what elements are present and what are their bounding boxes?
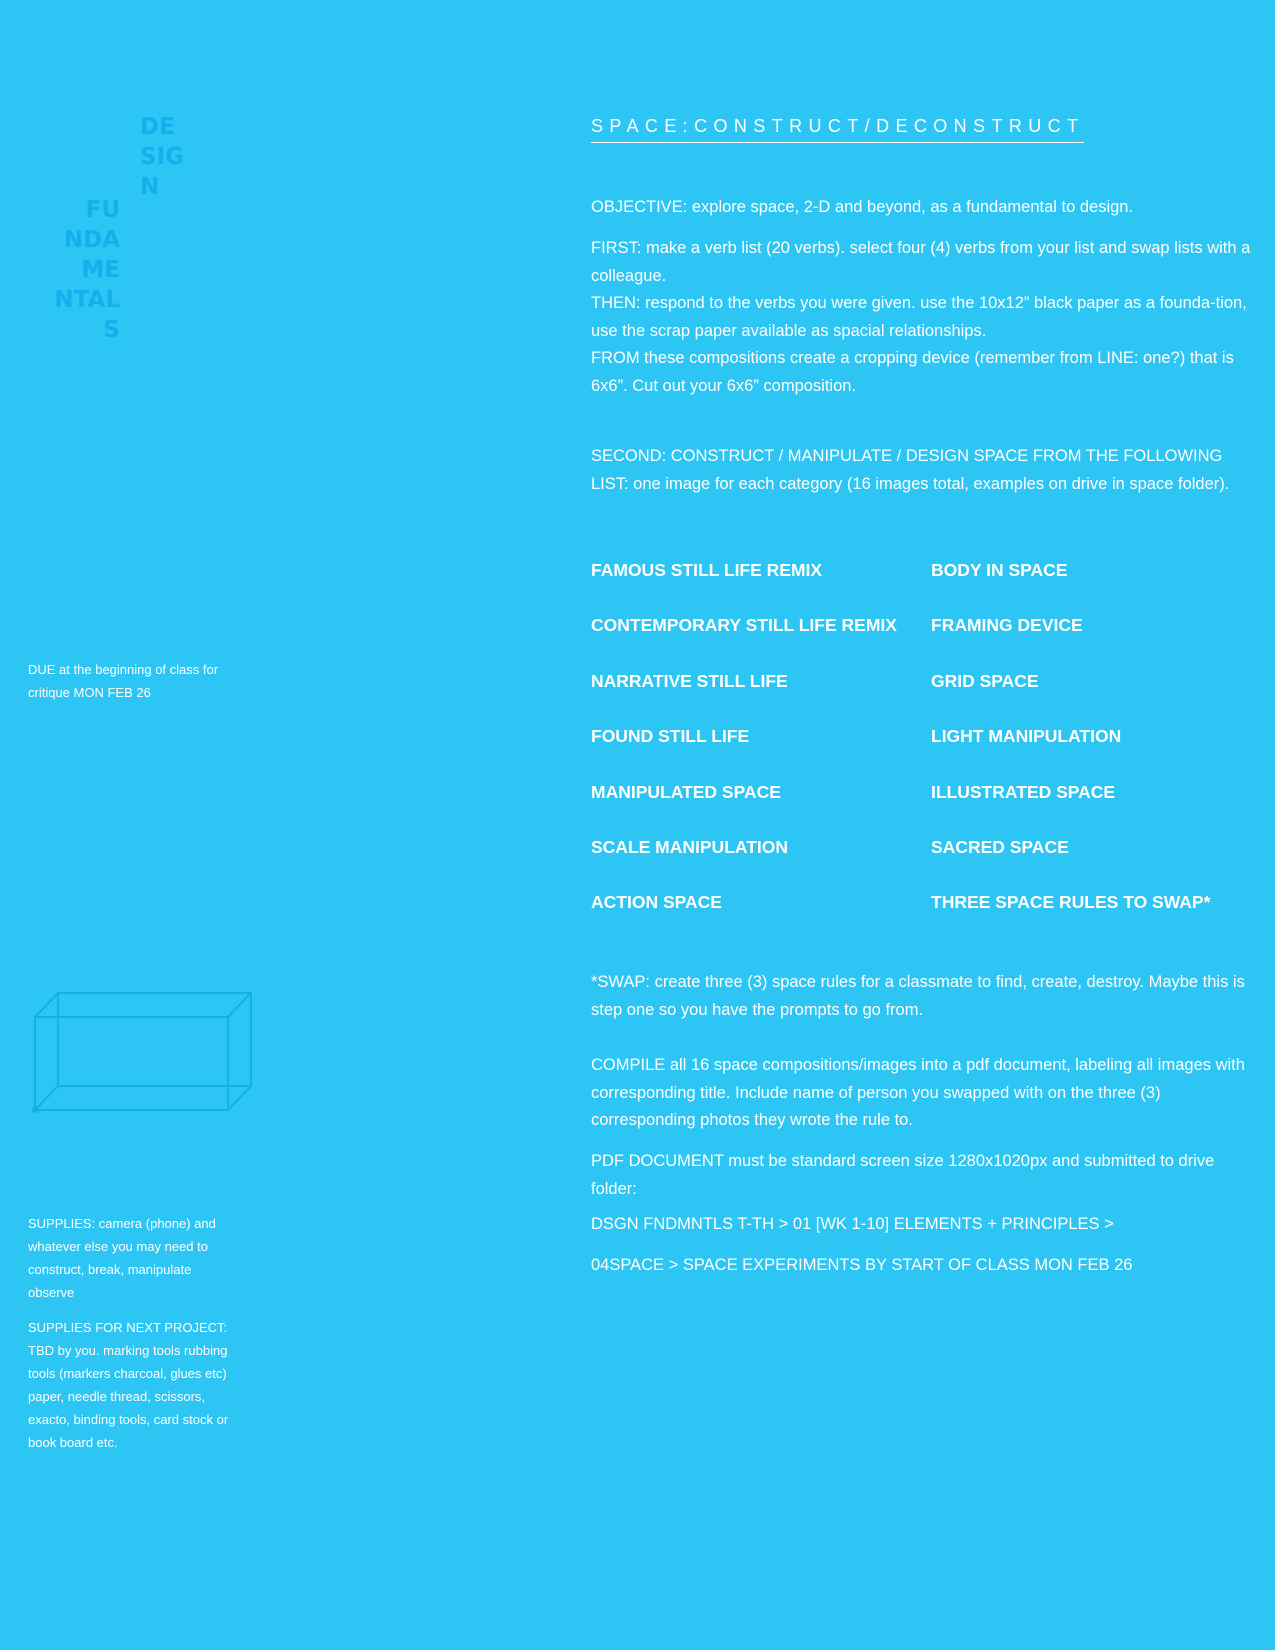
category-item: BODY IN SPACE bbox=[931, 560, 1068, 580]
category-item: ILLUSTRATED SPACE bbox=[931, 782, 1116, 802]
category-item: NARRATIVE STILL LIFE bbox=[591, 671, 788, 691]
pdf-paragraph: PDF DOCUMENT must be standard screen size 1280x1020px and submitted to drive folder: bbox=[591, 1152, 1215, 1198]
page-title: SPACE:CONSTRUCT/DECONSTRUCT bbox=[591, 114, 1084, 143]
logo-fundamentals bbox=[54, 195, 120, 345]
supplies-note: SUPPLIES: camera (phone) and whatever else you may need to construct, break, manipulate observe bbox=[28, 1216, 216, 1300]
logo-line: ME bbox=[81, 257, 120, 283]
folder-path-text: 04SPACE > SPACE EXPERIMENTS BY START OF CLASS MON FEB 26 bbox=[591, 1256, 1133, 1274]
then-paragraph: THEN: respond to the verbs you were given. use the 10x12” black paper as a founda-tion, use the scrap paper available as spacial relationships. bbox=[591, 294, 1247, 340]
objective-text bbox=[591, 194, 1251, 222]
category-item: CONTEMPORARY STILL LIFE REMIX bbox=[591, 615, 897, 635]
logo-line: SIG bbox=[140, 144, 185, 170]
logo-line: NTAL bbox=[54, 287, 120, 313]
folder-path-text: DSGN FNDMNTLS T-TH > 01 [WK 1-10] ELEMENTS + PRINCIPLES > bbox=[591, 1215, 1114, 1233]
second-paragraph: SECOND: CONSTRUCT / MANIPULATE / DESIGN SPACE FROM THE FOLLOWING LIST: one image for each category (16 images total, examples on drive in space folder). bbox=[591, 447, 1230, 493]
logo-design bbox=[140, 112, 184, 202]
compile-paragraph: COMPILE all 16 space compositions/images into a pdf document, labeling all images with corresponding title. Include name of person you swapped with on the three (3) corresponding photos they wrote the rule to. bbox=[591, 1056, 1245, 1129]
category-item: MANIPULATED SPACE bbox=[591, 782, 781, 802]
category-item: FRAMING DEVICE bbox=[931, 615, 1083, 635]
due-note: DUE at the beginning of class for critique MON FEB 26 bbox=[28, 662, 219, 700]
folder-path-2 bbox=[591, 1252, 1251, 1280]
logo-line: NDA bbox=[63, 227, 120, 253]
box-edge bbox=[228, 1086, 251, 1110]
box-edge bbox=[35, 1086, 58, 1110]
box-corner-dot bbox=[32, 1107, 38, 1113]
category-item: FAMOUS STILL LIFE REMIX bbox=[591, 560, 823, 580]
category-item: GRID SPACE bbox=[931, 671, 1039, 691]
logo-line: FU bbox=[85, 197, 120, 223]
folder-path-1 bbox=[591, 1211, 1251, 1239]
wireframe-box-icon bbox=[30, 988, 256, 1124]
second-block bbox=[591, 443, 1251, 498]
pdf-block bbox=[591, 1148, 1251, 1203]
category-item: THREE SPACE RULES TO SWAP* bbox=[931, 892, 1211, 912]
supplies-next-note: SUPPLIES FOR NEXT PROJECT: TBD by you. marking tools rubbing tools (markers charcoal, glues etc) paper, needle thread, scissors, exacto, binding tools, card stock or book board etc. bbox=[28, 1320, 229, 1450]
box-edge bbox=[228, 993, 251, 1017]
category-item: SCALE MANIPULATION bbox=[591, 837, 789, 857]
logo-line: DE bbox=[140, 114, 175, 140]
category-item: LIGHT MANIPULATION bbox=[931, 726, 1122, 746]
logo-line: S bbox=[103, 317, 120, 343]
box-front-face bbox=[35, 1017, 228, 1110]
objective-paragraph: OBJECTIVE: explore space, 2-D and beyond, as a fundamental to design. bbox=[591, 198, 1134, 216]
box-back-face bbox=[58, 993, 251, 1086]
from-paragraph: FROM these compositions create a cropping device (remember from LINE: one?) that is 6x6”. Cut out your 6x6” composition. bbox=[591, 349, 1234, 395]
first-paragraph: FIRST: make a verb list (20 verbs). select four (4) verbs from your list and swap lists with a colleague. bbox=[591, 239, 1251, 285]
instructions-block bbox=[591, 235, 1251, 400]
compile-block bbox=[591, 1052, 1251, 1135]
category-item: FOUND STILL LIFE bbox=[591, 726, 750, 746]
swap-block bbox=[591, 969, 1251, 1024]
logo-line: N bbox=[140, 174, 160, 200]
category-item: SACRED SPACE bbox=[931, 837, 1069, 857]
swap-paragraph: *SWAP: create three (3) space rules for a classmate to find, create, destroy. Maybe this is step one so you have the prompts to go from. bbox=[591, 973, 1245, 1019]
box-edge bbox=[35, 993, 58, 1017]
category-item: ACTION SPACE bbox=[591, 892, 722, 912]
